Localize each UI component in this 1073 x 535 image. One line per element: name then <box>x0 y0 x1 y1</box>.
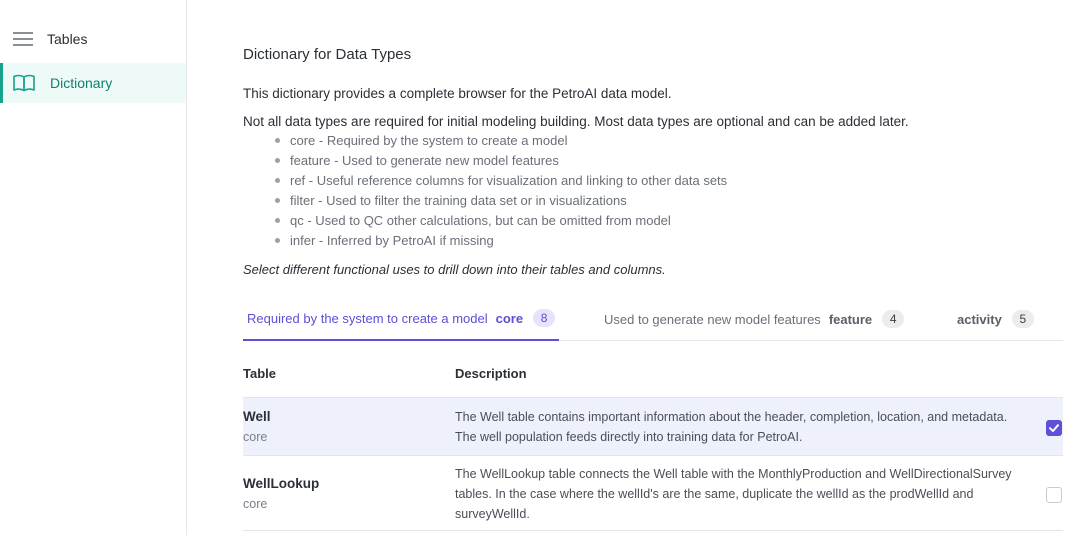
table-type: core <box>243 430 268 444</box>
intro-text: This dictionary provides a complete browser for the PetroAI data model. <box>243 86 672 101</box>
table-name: WellLookup <box>243 476 320 491</box>
list-item: filter - Used to filter the training data set or in visualizations <box>275 193 727 213</box>
column-header-table: Table <box>243 366 276 381</box>
list-item: feature - Used to generate new model features <box>275 153 727 173</box>
main-content <box>243 0 1063 535</box>
list-item: ref - Useful reference columns for visualization and linking to other data sets <box>275 173 727 193</box>
sidebar-item-label: Dictionary <box>50 75 113 91</box>
tab-key: feature <box>828 311 873 327</box>
table-row[interactable] <box>243 397 1063 455</box>
sidebar-item-label: Tables <box>47 31 88 47</box>
tab-description: Required by the system to create a model <box>247 310 488 326</box>
column-header-description: Description <box>455 366 527 381</box>
tab-feature[interactable] <box>604 297 904 341</box>
tab-bar <box>243 297 1063 341</box>
table-description: The WellLookup table connects the Well table with the MonthlyProduction and WellDirectionalSurvey tables. In the case where the wellId's are the same, duplicate the wellId as the prodWellId and surveyWellId. <box>455 467 1012 521</box>
tab-count-badge: 5 <box>1012 310 1034 328</box>
row-checkbox[interactable] <box>1046 420 1062 436</box>
page-title: Dictionary for Data Types <box>243 46 412 63</box>
table-row[interactable] <box>243 455 1063 531</box>
sidebar-item-tables[interactable] <box>0 19 186 59</box>
tab-core[interactable] <box>243 297 559 341</box>
sidebar-item-dictionary[interactable] <box>0 63 186 103</box>
table-type: core <box>243 497 268 511</box>
list-item: core - Required by the system to create a model <box>275 133 727 153</box>
tab-key: activity <box>957 311 1002 327</box>
tab-key: core <box>495 310 524 326</box>
tab-activity[interactable] <box>957 297 1034 341</box>
tab-description: Used to generate new model features <box>604 311 821 327</box>
open-book-icon <box>13 73 35 93</box>
data-type-list <box>275 133 727 253</box>
instruction-text: Select different functional uses to drill down into their tables and columns. <box>243 262 666 277</box>
sidebar <box>0 0 187 535</box>
table-description: The Well table contains important information about the header, completion, location, and metadata. The well population feeds directly into training data for PetroAI. <box>455 410 1008 444</box>
list-item: qc - Used to QC other calculations, but can be omitted from model <box>275 213 727 233</box>
requirement-note: Not all data types are required for initial modeling building. Most data types are optional and can be added later. <box>243 114 909 129</box>
list-item: infer - Inferred by PetroAI if missing <box>275 233 727 253</box>
table-name: Well <box>243 409 271 424</box>
tab-count-badge: 8 <box>533 309 555 327</box>
tab-count-badge: 4 <box>882 310 904 328</box>
check-icon <box>1047 421 1061 435</box>
hamburger-menu-icon <box>12 29 34 49</box>
row-checkbox[interactable] <box>1046 487 1062 503</box>
